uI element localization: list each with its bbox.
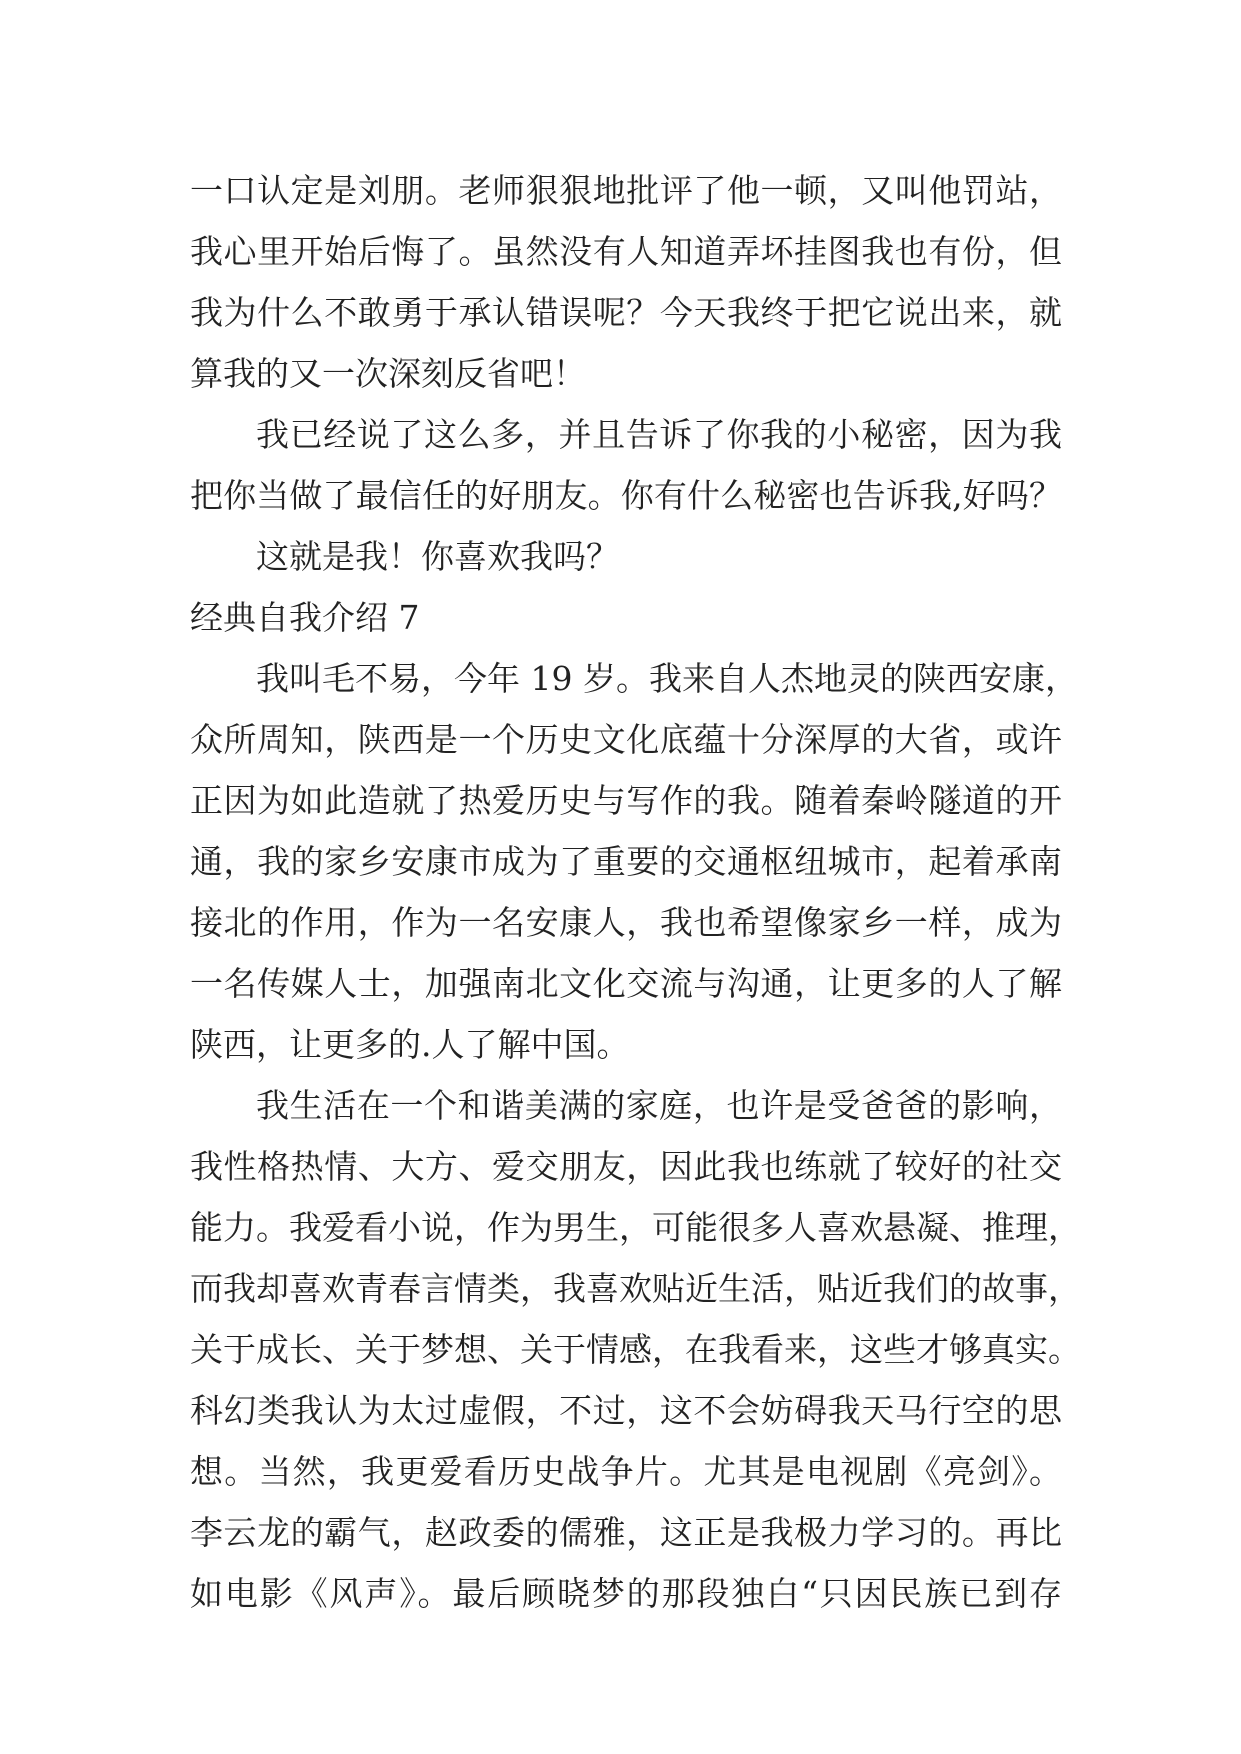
text-line: 我已经说了这么多，并且告诉了你我的小秘密，因为我 [256,415,1062,454]
text-line: 科幻类我认为太过虚假，不过，这不会妨碍我天马行空的思 [190,1391,1062,1430]
text-line: 陕西，让更多的.人了解中国。 [190,1025,630,1064]
text-line: 把你当做了最信任的好朋友。你有什么秘密也告诉我,好吗？ [190,476,1062,515]
text-line: 接北的作用，作为一名安康人，我也希望像家乡一样，成为 [190,903,1062,942]
text-line: 一口认定是刘朋。老师狠狠地批评了他一顿，又叫他罚站， [190,171,1062,210]
text-line: 我为什么不敢勇于承认错误呢？今天我终于把它说出来，就 [190,293,1062,332]
text-line: 我性格热情、大方、爱交朋友，因此我也练就了较好的社交 [190,1147,1062,1186]
section-heading: 经典自我介绍 7 [190,598,420,637]
text-line: 众所周知，陕西是一个历史文化底蕴十分深厚的大省，或许 [190,720,1062,759]
text-line: 正因为如此造就了热爱历史与写作的我。随着秦岭隧道的开 [190,781,1062,820]
text-line: 如电影《风声》。最后顾晓梦的那段独白“只因民族已到存 [190,1574,1062,1613]
text-line: 我心里开始后悔了。虽然没有人知道弄坏挂图我也有份，但 [190,232,1062,271]
text-line: 我生活在一个和谐美满的家庭，也许是受爸爸的影响， [256,1086,1062,1125]
text-line: 通，我的家乡安康市成为了重要的交通枢纽城市，起着承南 [190,842,1062,881]
text-line: 一名传媒人士，加强南北文化交流与沟通，让更多的人了解 [190,964,1062,1003]
document-body [190,160,1081,1624]
text-line: 李云龙的霸气，赵政委的儒雅，这正是我极力学习的。再比 [190,1513,1062,1552]
text-line: 关于成长、关于梦想、关于情感，在我看来，这些才够真实。 [190,1330,1081,1369]
text-line: 想。当然，我更爱看历史战争片。尤其是电视剧《亮剑》。 [190,1452,1062,1491]
text-line: 这就是我！你喜欢我吗？ [256,537,619,576]
text-line: 我叫毛不易，今年 19 岁。我来自人杰地灵的陕西安康， [256,659,1078,698]
text-line: 而我却喜欢青春言情类，我喜欢贴近生活，贴近我们的故事， [190,1269,1081,1308]
text-line: 算我的又一次深刻反省吧！ [190,354,586,393]
text-line: 能力。我爱看小说，作为男生，可能很多人喜欢悬凝、推理， [190,1208,1081,1247]
